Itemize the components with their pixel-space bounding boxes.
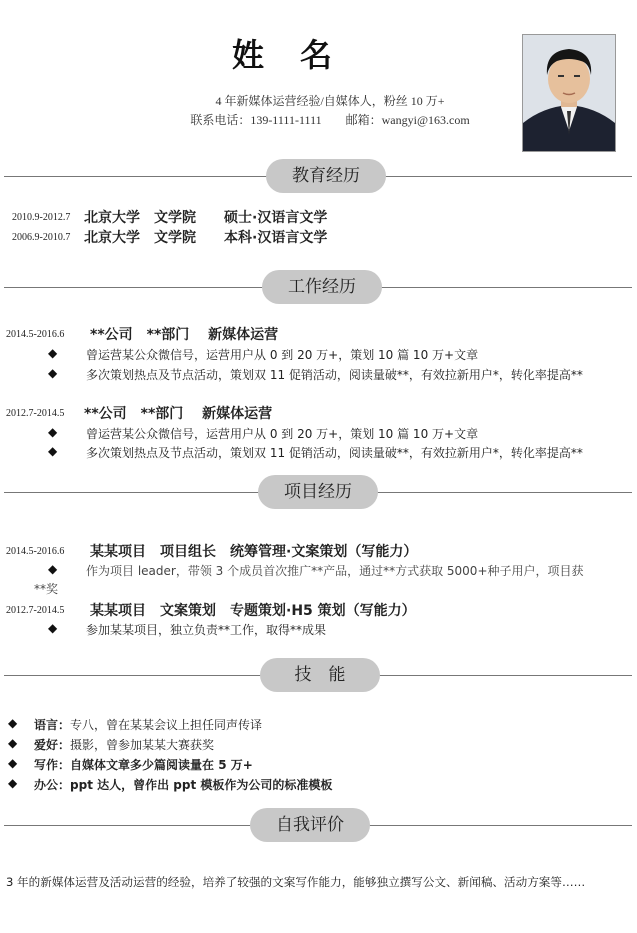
bullet-icon: ◆ xyxy=(48,562,58,576)
work-heading: 工作经历 xyxy=(262,270,382,304)
education-date: 2006.9-2010.7 xyxy=(12,232,71,243)
summary-line: 4 年新媒体运营经验/自媒体人，粉丝 10 万+ xyxy=(215,94,445,108)
project-bullet: 参加某某项目，独立负责**工作，取得**成果 xyxy=(86,623,327,637)
portrait-icon xyxy=(523,35,615,151)
skill-text: 摄影，曾参加某某大赛获奖 xyxy=(70,738,215,752)
self-eval-text: 3 年的新媒体运营及活动运营的经验，培养了较强的文案写作能力，能够独立撰写公文、新闻稿、活动方案等…… xyxy=(6,875,586,889)
education-entry: 北京大学 文学院 本科·汉语言文学 xyxy=(84,230,328,246)
bullet-icon: ◆ xyxy=(48,621,58,635)
project-date: 2014.5-2016.6 xyxy=(6,546,65,557)
skill-text: 专八，曾在某某会议上担任同声传译 xyxy=(70,718,263,732)
skill-label: 办公： xyxy=(34,778,71,792)
work-title: **公司 **部门 新媒体运营 xyxy=(90,327,279,343)
project-bullet-continued: **奖 xyxy=(34,582,59,596)
bullet-icon: ◆ xyxy=(8,716,18,730)
education-date: 2010.9-2012.7 xyxy=(12,212,71,223)
resume-name: 姓名 xyxy=(231,36,368,74)
work-date: 2012.7-2014.5 xyxy=(6,408,65,419)
skill-label: 语言： xyxy=(34,718,71,732)
education-entry: 北京大学 文学院 硕士·汉语言文学 xyxy=(84,210,328,226)
bullet-icon: ◆ xyxy=(8,776,18,790)
project-title: 某某项目 项目组长 统筹管理·文案策划（写能力） xyxy=(90,544,418,560)
work-bullet: 多次策划热点及节点活动，策划双 11 促销活动，阅读量破**，有效拉新用户*，转化率提高** xyxy=(86,368,583,382)
bullet-icon: ◆ xyxy=(8,736,18,750)
bullet-icon: ◆ xyxy=(48,425,58,439)
work-bullet: 曾运营某公众微信号，运营用户从 0 到 20 万+，策划 10 篇 10 万+文章 xyxy=(86,348,479,362)
contact-line: 联系电话：139-1111-1111 邮箱：wangyi@163.com xyxy=(190,113,470,127)
work-date: 2014.5-2016.6 xyxy=(6,329,65,340)
projects-heading: 项目经历 xyxy=(258,475,378,509)
work-bullet: 曾运营某公众微信号，运营用户从 0 到 20 万+，策划 10 篇 10 万+文章 xyxy=(86,427,479,441)
work-title: **公司 **部门 新媒体运营 xyxy=(84,406,273,422)
project-bullet: 作为项目 leader，带领 3 个成员首次推广**产品，通过**方式获取 5000+种子用户，项目获 xyxy=(86,564,584,578)
skill-item xyxy=(34,776,332,793)
bullet-icon: ◆ xyxy=(8,756,18,770)
portrait-photo xyxy=(522,34,616,152)
skill-item xyxy=(34,736,214,753)
skill-item xyxy=(34,716,262,733)
education-heading: 教育经历 xyxy=(266,159,386,193)
skill-item xyxy=(34,756,253,773)
skill-text: 自媒体文章多少篇阅读量在 5 万+ xyxy=(70,758,253,772)
bullet-icon: ◆ xyxy=(48,346,58,360)
skill-label: 爱好： xyxy=(34,738,71,752)
skill-text: ppt 达人，曾作出 ppt 模板作为公司的标准模板 xyxy=(70,778,333,792)
project-title: 某某项目 文案策划 专题策划·H5 策划（写能力） xyxy=(90,603,416,619)
work-bullet: 多次策划热点及节点活动，策划双 11 促销活动，阅读量破**，有效拉新用户*，转化率提高** xyxy=(86,446,583,460)
bullet-icon: ◆ xyxy=(48,366,58,380)
bullet-icon: ◆ xyxy=(48,444,58,458)
skills-heading: 技 能 xyxy=(260,658,380,692)
self-eval-heading: 自我评价 xyxy=(250,808,370,842)
skill-label: 写作： xyxy=(34,758,71,772)
project-date: 2012.7-2014.5 xyxy=(6,605,65,616)
